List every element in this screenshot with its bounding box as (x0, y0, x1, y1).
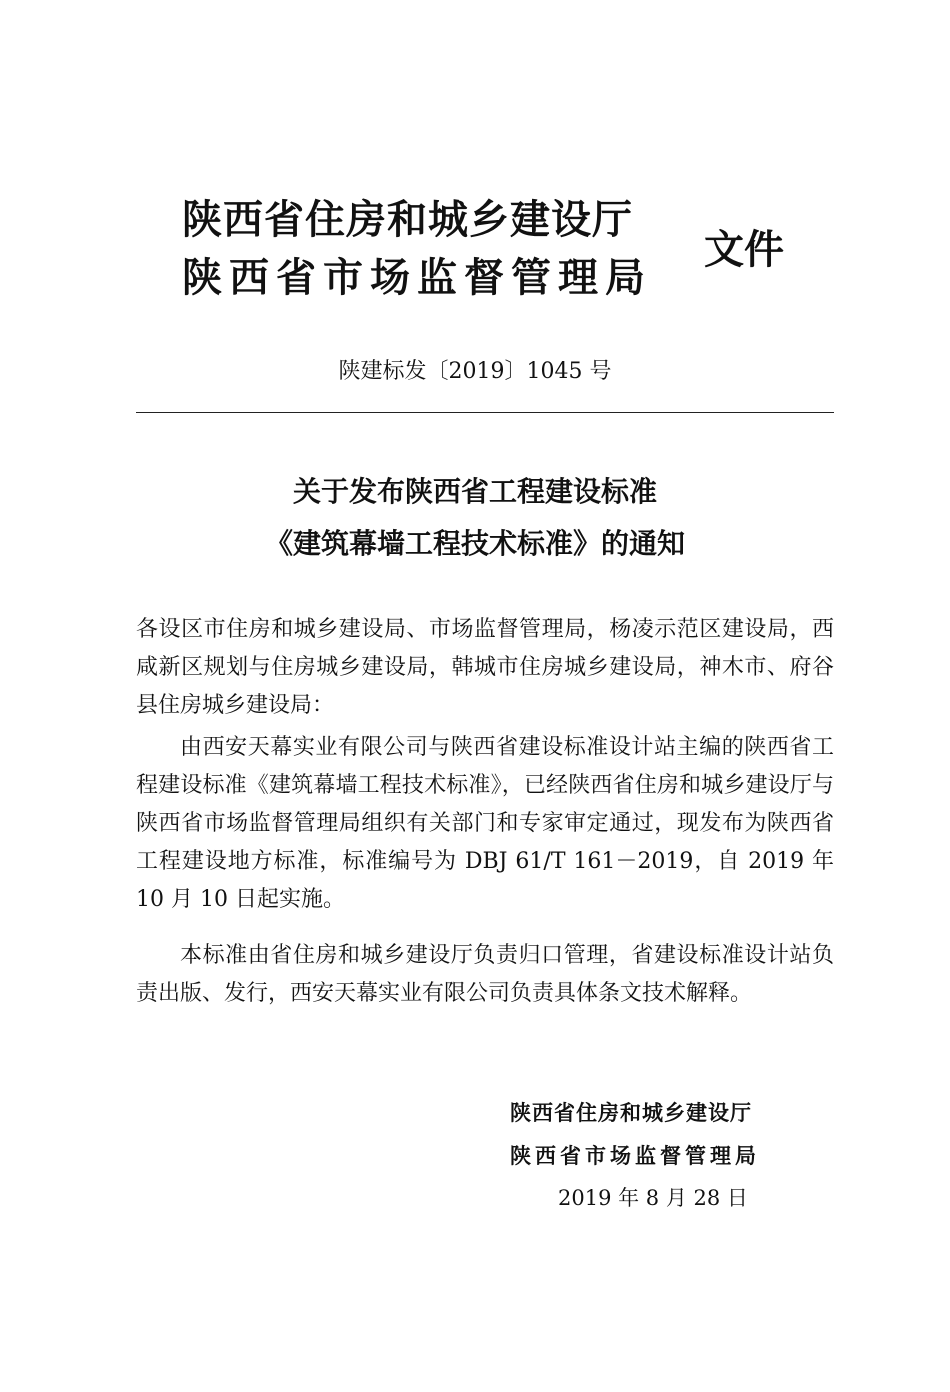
recipients-paragraph: 各设区市住房和城乡建设局、市场监督管理局，杨凌示范区建设局，西咸新区规划与住房城乡建设局，韩城市住房城乡建设局，神木市、府谷县住房城乡建设局： (136, 617, 834, 718)
body-paragraph-1: 由西安天幕实业有限公司与陕西省建设标准设计站主编的陕西省工程建设标准《建筑幕墙工程技术标准》，已经陕西省住房和城乡建设厅与陕西省市场监督管理局组织有关部门和专家审定通过，现发布为陕西省工程建设地方标准，标准编号为 DBJ 61/T 161－2019，自 2019 年 10 月 10 日起实施。 (136, 735, 834, 912)
document-number (0, 356, 950, 388)
notice-title-line-1: 关于发布陕西省工程建设标准 (292, 475, 657, 508)
issuer-name-market: 陕西省市场监督管理局 (182, 255, 652, 301)
document-number-text: 陕建标发〔2019〕1045 号 (338, 359, 612, 384)
notice-title-line-2: 《建筑幕墙工程技术标准》的通知 (264, 527, 685, 560)
body-paragraph-2: 本标准由省住房和城乡建设厅负责归口管理，省建设标准设计站负责出版、发行，西安天幕实业有限公司负责具体条文技术解释。 (136, 943, 834, 1006)
document-suffix: 文件 (704, 227, 784, 273)
issuer-name-housing: 陕西省住房和城乡建设厅 (182, 197, 633, 243)
signature-issuer-market: 陕西省市场监督管理局 (510, 1144, 760, 1168)
signature-issuer-housing: 陕西省住房和城乡建设厅 (510, 1101, 752, 1125)
signature-date: 2019 年 8 月 28 日 (558, 1186, 748, 1210)
document-header (182, 196, 802, 308)
header-divider (136, 412, 834, 413)
